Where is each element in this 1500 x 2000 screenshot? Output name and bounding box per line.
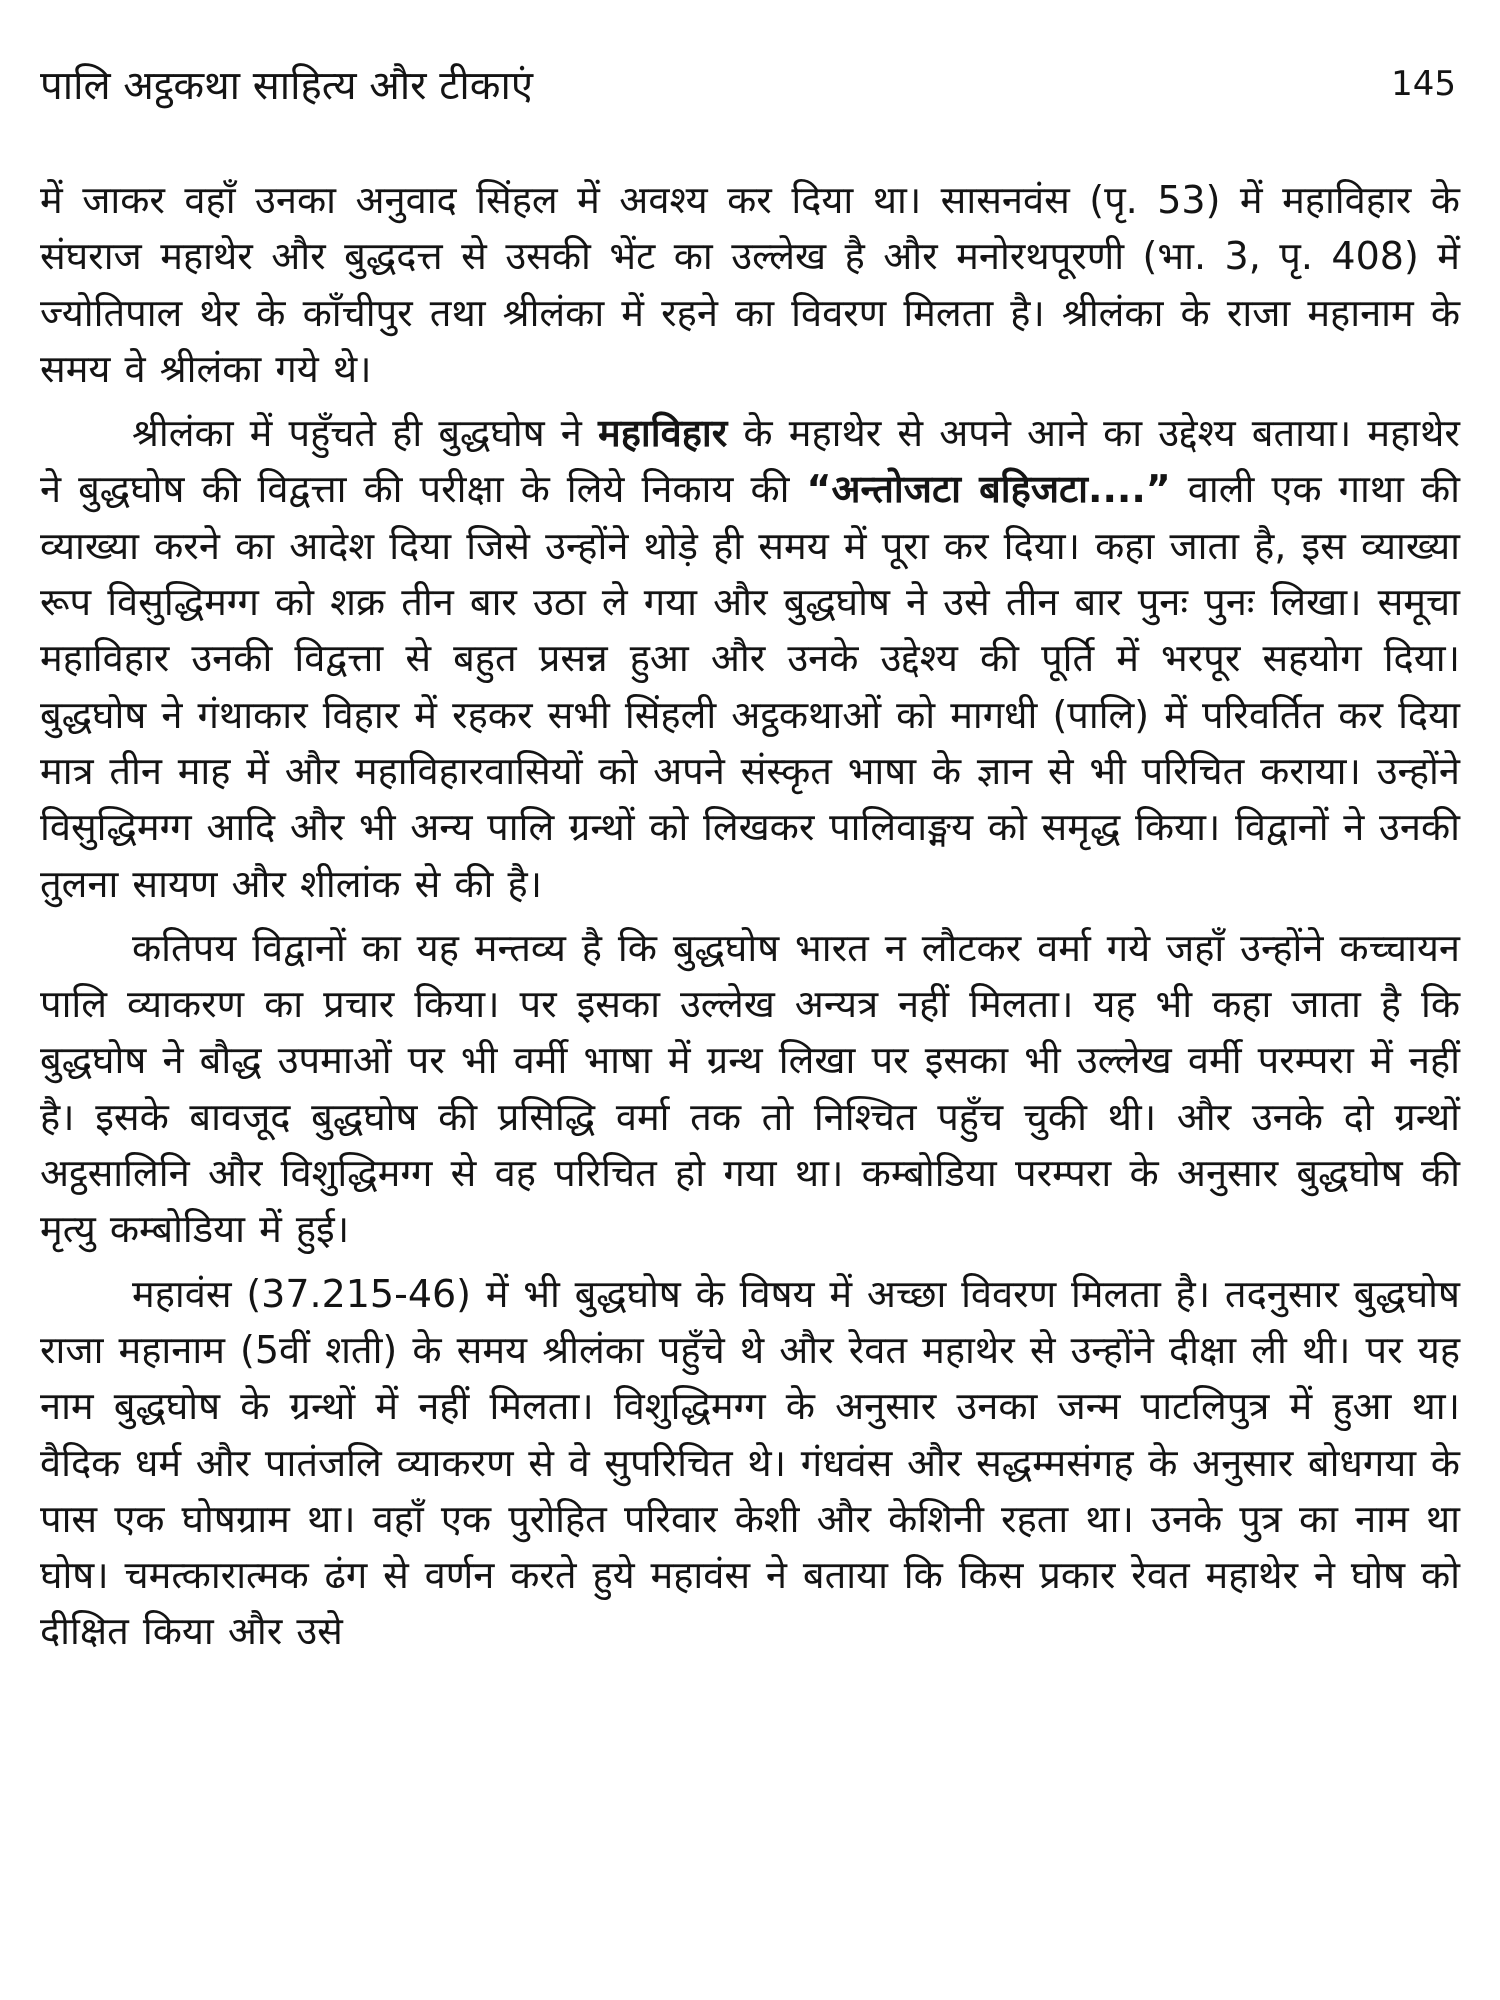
page-number: 145 [1391, 64, 1456, 104]
paragraph-2-text-b: के महाथेर से अपने आने का उद्देश्य बताया। महाथेर ने बुद्धघोष की विद्वत्ता की परीक्षा के लिये निकाय की [40, 411, 1460, 512]
paragraph-3: कतिपय विद्वानों का यह मन्तव्य है कि बुद्धघोष भारत न लौटकर वर्मा गये जहाँ उन्होंने कच्चायन पालि व्याकरण का प्रचार किया। पर इसका उल्लेख अन्यत्र नहीं मिलता। यह भी कहा जाता है कि बुद्धघोष ने बौद्ध उपमाओं पर भी वर्मी भाषा में ग्रन्थ लिखा पर इसका भी उल्लेख वर्मी परम्परा में नहीं है। इसके बावजूद बुद्धघोष की प्रसिद्धि वर्मा तक तो निश्चित पहुँच चुकी थी। और उनके दो ग्रन्थों अट्ठसालिनि और विशुद्धिमग्ग से वह परिचित हो गया था। कम्बोडिया परम्परा के अनुसार बुद्धघोष की मृत्यु कम्बोडिया में हुई। [40, 925, 1460, 1252]
running-title: पालि अट्ठकथा साहित्य और टीकाएं [40, 63, 533, 109]
paragraph-4: महावंस (37.215-46) में भी बुद्धघोष के विषय में अच्छा विवरण मिलता है। तदनुसार बुद्धघोष राजा महानाम (5वीं शती) के समय श्रीलंका पहुँचे थे और रेवत महाथेर से उन्होंने दीक्षा ली थी। पर यह नाम बुद्धघोष के ग्रन्थों में नहीं मिलता। विशुद्धिमग्ग के अनुसार उनका जन्म पाटलिपुत्र में हुआ था। वैदिक धर्म और पातंजलि व्याकरण से वे सुपरिचित थे। गंधवंस और सद्धम्मसंगह के अनुसार बोधगया के पास एक घोषग्राम था। वहाँ एक पुरोहित परिवार केशी और केशिनी रहता था। उनके पुत्र का नाम था घोष। चमत्कारात्मक ढंग से वर्णन करते हुये महावंस ने बताया कि किस प्रकार रेवत महाथेर ने घोष को दीक्षित किया और उसे [40, 1271, 1460, 1654]
page-header [40, 40, 1460, 128]
paragraph-2-text-a: श्रीलंका में पहुँचते ही बुद्धघोष ने [132, 411, 582, 456]
bold-quote-antojata: “अन्तोजटा बहिजटा....” [806, 467, 1171, 512]
paragraph-1: में जाकर वहाँ उनका अनुवाद सिंहल में अवश्य कर दिया था। सासनवंस (पृ. 53) में महाविहार के संघराज महाथेर और बुद्धदत्त से उसकी भेंट का उल्लेख है और मनोरथपूरणी (भा. 3, पृ. 408) में ज्योतिपाल थेर के काँचीपुर तथा श्रीलंका में रहने का विवरण मिलता है। श्रीलंका के राजा महानाम के समय वे श्रीलंका गये थे। [40, 178, 1460, 391]
bold-term-mahavihara: महाविहार [598, 411, 728, 456]
paragraph-2-text-c: वाली एक गाथा की व्याख्या करने का आदेश दिया जिसे उन्होंने थोड़े ही समय में पूरा कर दिया। कहा जाता है, इस व्याख्या रूप विसुद्धिमग्ग को शक्र तीन बार उठा ले गया और बुद्धघोष ने उसे तीन बार पुनः पुनः लिखा। समूचा महाविहार उनकी विद्वत्ता से बहुत प्रसन्न हुआ और उनके उद्देश्य की पूर्ति में भरपूर सहयोग दिया। बुद्धघोष ने गंथाकार विहार में रहकर सभी सिंहली अट्ठकथाओं को मागधी (पालि) में परिवर्तित कर दिया मात्र तीन माह में और महाविहारवासियों को अपने संस्कृत भाषा के ज्ञान से भी परिचित कराया। उन्होंने विसुद्धिमग्ग आदि और भी अन्य पालि ग्रन्थों को लिखकर पालिवाङ्मय को समृद्ध किया। विद्वानों ने उनकी तुलना सायण और शीलांक से की है। [40, 467, 1460, 906]
book-page [40, 40, 1460, 1970]
paragraph-2 [40, 405, 1460, 912]
body-text [40, 172, 1460, 1660]
